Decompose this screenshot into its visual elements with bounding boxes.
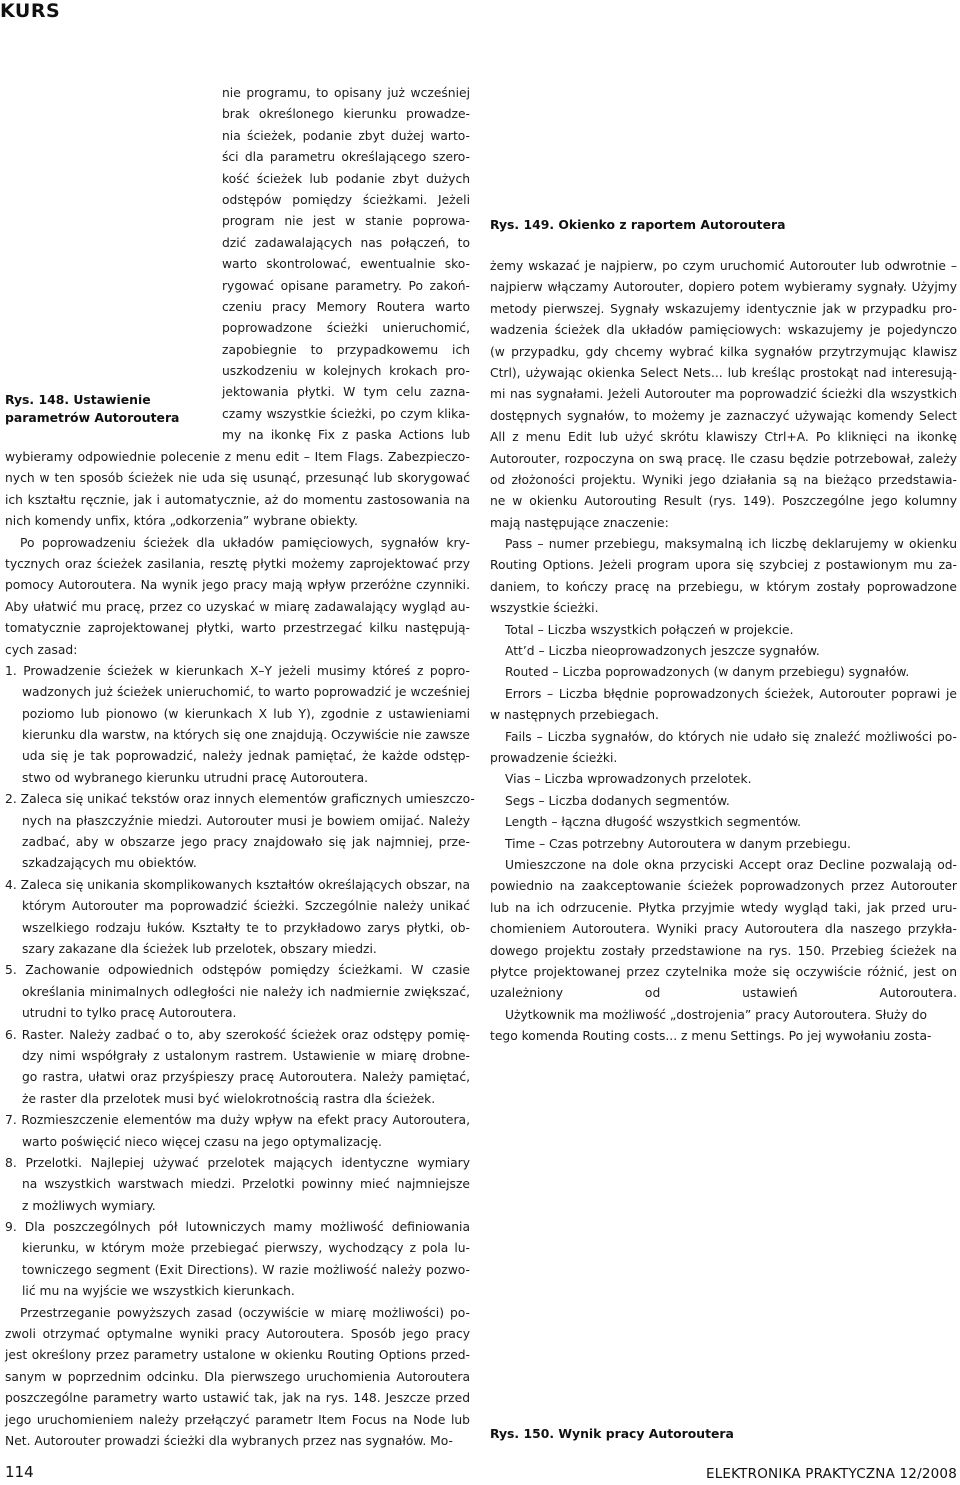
text-line: Errors – Liczba błędnie poprowadzonych ścieżek, Autorouter poprawi je [505,686,957,701]
text-line: metody pierwszej. Sygnały wskazujemy identycznie jak w przypadku pro- [490,301,957,316]
text-line: 6. Raster. Należy zadbać o to, aby szerokość ścieżek oraz odstępy pomię- [5,1027,470,1042]
text-line: jest określony przez parametry ustalone w okienku Routing Options przed- [5,1348,470,1363]
text-line: 2. Zaleca się unikać tekstów oraz innych elementów graficznych umieszczo- [5,792,475,807]
text-line: nia ścieżek, podanie zbyt dużej warto- [222,128,470,143]
magazine-footer: ELEKTRONIKA PRAKTYCZNA 12/2008 [705,1466,957,1482]
text-line: uzależniony od ustawień Autoroutera. [490,986,957,1001]
figure-caption-148: Rys. 148. Ustawienie parametrów Autoroutera [5,392,180,425]
text-line: stwo od wybranego kierunku utrudni pracę Autoroutera. [22,770,369,785]
text-line: ne w okienku Autorouting Result (rys. 149). Poszczególne jego kolumny [490,494,957,509]
text-line: ści dla parametru określającego szero- [222,150,470,165]
text-line: lić mu na wyjście we wszystkich kierunkach. [22,1284,295,1299]
text-line: najpierw włączamy Autorouter, dopiero potem wybieramy sygnały. Użyjmy [490,280,957,295]
text-line: odstępów pomiędzy ścieżkami. Jeżeli [222,192,470,207]
text-line: uda się je tak poprowadzić, należy jednak pamiętać, że każde odstęp- [22,749,470,764]
text-line: Fails – Liczba sygnałów, do których nie udało się znaleźć możliwości po- [505,729,957,744]
text-line: kość ścieżek lub podanie zbyt dużych [222,171,470,186]
text-line: zadbać, aby w obszarze jego pracy znajdowało się jak najmniej, prze- [22,835,470,850]
text-line: czamy wszystkie ścieżki, po czym klika- [222,406,470,421]
text-line: tomatycznie zaprojektowanej płytki, warto przestrzegać kilku następują- [5,621,470,636]
text-line: nych w ten sposób ścieżek nie uda się usunąć, przesunąć lub skorygować [5,471,470,486]
text-line: wszelkiego rodzaju łuków. Kształty te to przykładowo zarys płytki, ob- [22,920,470,935]
text-line: sanym w poprzednim odcinku. Dla pierwszego uruchomienia Autoroutera [5,1369,470,1384]
text-line: towniczego segment (Exit Directions). W razie możliwość należy pozwo- [22,1262,470,1277]
text-line: czeniu pracy Memory Routera warto [222,299,470,314]
text-line: wadzenia ścieżek dla układów pamięciowych: wskazujemy je pojedynczo [490,323,957,338]
text-line: dostępnych sygnałów, to możemy je zaznaczyć używając komendy Select [490,408,957,423]
figure-caption-150: Rys. 150. Wynik pracy Autoroutera [490,1426,734,1441]
text-line: powiednio na zaakceptowanie ścieżek poprowadzonych przez Autorouter [490,879,957,894]
text-line: Length – łączna długość wszystkich segmentów. [505,815,802,830]
text-line: utrudni to tylko pracę Autoroutera. [22,1006,237,1021]
text-line: ich kształtu ręcznie, jak i automatycznie, aż do momentu zastosowania na [5,492,470,507]
text-line: w następnych przebiegach. [490,708,659,723]
text-line: Routing Options. Jeżeli program upora się szybciej z postawionym mu za- [490,558,957,573]
text-line: chomieniem Autoroutera. Wyniki pracy Autoroutera dla naszego przykła- [490,922,957,937]
text-line: cych zasad: [5,642,78,657]
text-line: Net. Autorouter prowadzi ścieżki dla wybranych przez nas sygnałów. Mo- [5,1433,453,1448]
section-header: KURS [0,0,61,22]
text-line: nie programu, to opisany już wcześniej [222,86,470,100]
text-line: Użytkownik ma możliwość „dostrojenia” pracy Autoroutera. Służy do [505,1007,928,1022]
text-line: dzy nimi współgrały z ustalonym rastrem. Ustawienie w miarę drobne- [22,1048,470,1063]
intro-column [222,83,470,447]
text-line: dzić zadawalających nas połączeń, to [222,235,470,250]
text-line: Pass – numer przebiegu, maksymalną ich liczbę deklarujemy w okienku [505,537,957,552]
text-line: poziomo lub pionowo (w kierunkach X lub Y), zgodnie z ustawieniami [22,706,470,721]
text-line: mi nas sygnałami. Jeżeli Autorouter ma poprowadzić ścieżki dla wszystkich [490,387,957,402]
text-line: dowego projektu zostały przedstawione na rys. 150. Przebieg ścieżek na [490,943,957,958]
text-line: Przestrzeganie powyższych zasad (oczywiście w miarę możliwości) po- [20,1305,470,1320]
text-line: (w przypadku, gdy chcemy wybrać kilka sygnałów przytrzymując klawisz [490,344,957,359]
text-line: poszczególne parametry warto ustawić tak, jak na rys. 148. Jeszcze przed [5,1391,470,1406]
text-line: 7. Rozmieszczenie elementów ma duży wpływ na efekt pracy Autoroutera, [5,1113,470,1128]
text-line: prowadzenie ścieżki. [490,750,618,765]
text-line: Time – Czas potrzebny Autoroutera w danym przebiegu. [505,836,851,851]
figure-caption-149: Rys. 149. Okienko z raportem Autoroutera [490,217,786,232]
text-line: Po poprowadzeniu ścieżek dla układów pamięciowych, sygnałów kry- [20,535,470,550]
text-line: szary zakazane dla ścieżek lub przelotek, obszary miedzi. [22,941,377,956]
text-line: wybieramy odpowiednie polecenie z menu edit – Item Flags. Zabezpieczo- [5,450,470,464]
text-line: jektowania płytki. W tym celu zazna- [222,385,470,400]
text-line: uszkodzeniu w kolejnych krokach pro- [222,364,470,379]
text-line: poprowadzone ścieżki unieruchomić, [222,321,470,336]
text-line: jego uruchomieniem należy przełączyć parametr Item Focus na Node lub [5,1412,470,1427]
text-line: my na ikonkę Fix z paska Actions lub [222,428,470,443]
text-line: żemy wskazać je najpierw, po czym uruchomić Autorouter lub odwrotnie – [490,259,957,273]
text-line: płytce projektowanej przez czytelnika może się oczywiście różnić, jest on [490,964,957,979]
text-line: Routed – Liczba poprowadzonych (w danym przebiegu) sygnałów. [505,665,910,680]
text-line: rygować opisane parametry. Po zakoń- [222,278,470,293]
text-line: kierunku dla warstw, na których się one znajdują. Oczywiście nie zawsze [22,728,470,743]
text-line: 5. Zachowanie odpowiednich odstępów pomiędzy ścieżkami. W czasie [5,963,470,978]
text-line: wszystkie ścieżki. [490,601,599,616]
text-line: tego komenda Routing costs... z menu Settings. Po jej wywołaniu zosta- [490,1029,932,1044]
text-line: z możliwych wymiary. [22,1198,156,1213]
text-line: go rastra, ułatwi oraz przyśpieszy pracę Autoroutera. Należy pamiętać, [22,1070,470,1085]
text-line: Autorouter, rozpoczyna on swą pracę. Ile czasu będzie potrzebował, zależy [490,451,957,466]
text-line: Umieszczone na dole okna przyciski Accept oraz Decline pozwalają od- [505,857,957,872]
text-line: 4. Zaleca się unikania skomplikowanych kształtów określających obszar, na [5,877,470,892]
text-line: szkadzających mu obiektów. [22,856,197,871]
text-line: brak określonego kierunku prowadze- [222,107,470,122]
text-line: Total – Liczba wszystkich połączeń w projekcie. [505,622,794,637]
text-line: nich komendy unfix, która „odkorzenia” wybrane obiekty. [5,514,358,529]
page-number: 114 [5,1463,34,1481]
text-line: 1. Prowadzenie ścieżek w kierunkach X–Y jeżeli musimy któreś z popro- [5,663,470,678]
text-line: że raster dla przelotek musi być wielokrotnością rastra dla ścieżek. [22,1091,436,1106]
text-line: wadzonych już ścieżek unieruchomić, to warto poprowadzić je wcześniej [22,685,470,700]
text-line: nych na płaszczyźnie miedzi. Autorouter musi je bowiem omijać. Należy [22,813,470,828]
text-line: tycznych oraz ścieżek zasilania, resztę płytki możemy zaprojektować przy [5,556,470,571]
text-line: zapobiegnie to przypadkowemu ich [222,342,470,357]
text-line: zwoli otrzymać optymalne wyniki pracy Autoroutera. Sposób jego pracy [5,1327,470,1342]
text-line: All z menu Edit lub użyć skrótu klawiszy Ctrl+A. Po kliknięci na ikonkę [490,430,957,445]
text-line: od złożoności projektu. Wyniki jego działania są na bieżąco przedstawia- [490,472,957,487]
text-line: mają następujące znaczenie: [490,515,669,530]
text-line: Att’d – Liczba nieoprowadzonych jeszcze sygnałów. [505,644,820,659]
text-line: Aby ułatwić mu pracę, przez co uzyskać w miarę zadawalający wygląd au- [5,599,470,614]
text-line: 9. Dla poszczególnych pół lutowniczych mamy możliwość definiowania [5,1220,470,1235]
text-line: Vias – Liczba wprowadzonych przelotek. [505,772,752,787]
text-line: warto skontrolować, ewentualnie sko- [222,257,470,272]
text-line: kierunku, w którym może przebiegać pierwszy, wychodzący z pola lu- [22,1241,470,1256]
text-line: pomocy Autoroutera. Na wynik jego pracy mają wpływ przeróżne czynniki. [5,578,470,593]
text-line: którym Autorouter ma poprowadzić ścieżki. Szczególnie należy unikać [22,899,470,914]
text-line: na wszystkich warstwach miedzi. Przelotki powinny mieć najmniejsze [22,1177,470,1192]
text-line: określania minimalnych odległości nie należy ich nadmiernie zwiększać, [22,984,470,999]
text-line: daniem, to kończy pracę na przebiegu, w którym zostały poprowadzone [490,579,957,594]
left-column [5,447,475,1452]
text-line: warto poświęcić nieco więcej czasu na jego optymalizację. [22,1134,382,1149]
right-column [490,256,957,1047]
text-line: program nie jest w stanie poprowa- [222,214,470,229]
text-line: Segs – Liczba dodanych segmentów. [505,793,730,808]
text-line: Ctrl), używając okienka Select Nets... lub kreśląc prostokąt nad interesują- [490,365,957,380]
text-line: lub na ich odrzucenie. Płytka przyjmie wtedy wygląd taki, jak przed uru- [490,900,957,915]
text-line: 8. Przelotki. Najlepiej używać przelotek mających identyczne wymiary [5,1155,470,1170]
